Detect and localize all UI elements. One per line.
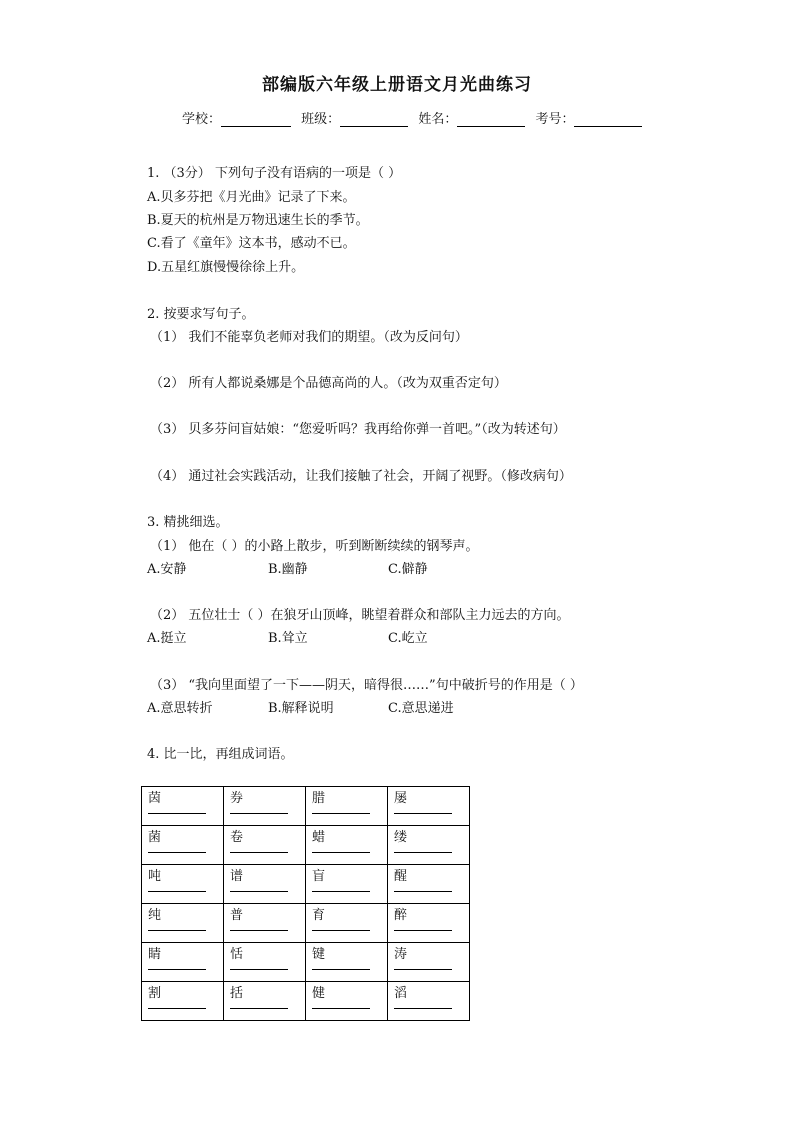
q2-stem: 2. 按要求写句子。: [147, 307, 255, 322]
grid-character: 健: [312, 986, 326, 1001]
q1-stem: 1. （3分） 下列句子没有语病的一项是（ ）: [147, 166, 402, 181]
answer-blank[interactable]: [312, 891, 370, 892]
q3-sub2-option-a: A.挺立: [147, 631, 187, 646]
answer-blank[interactable]: [394, 930, 452, 931]
q3-sub1-option-b: B.幽静: [268, 562, 308, 577]
grid-character: 键: [312, 947, 326, 962]
grid-character: 屡: [394, 791, 408, 806]
grid-cell: [388, 787, 470, 826]
name-label: 姓名：: [418, 112, 458, 127]
q2-item-4: （4） 通过社会实践活动，让我们接触了社会，开阔了视野。（修改病句）: [150, 469, 572, 484]
grid-character: 育: [312, 908, 326, 923]
grid-character: 券: [230, 791, 244, 806]
grid-cell: [306, 787, 388, 826]
q2-item-1: （1） 我们不能辜负老师对我们的期望。（改为反问句）: [150, 330, 468, 345]
q3-sub3-option-c: C.意思递进: [388, 701, 454, 716]
q3-sub2-option-c: C.屹立: [388, 631, 428, 646]
grid-cell: [306, 826, 388, 865]
answer-blank[interactable]: [394, 969, 452, 970]
q3-sub1-text: （1） 他在（ ）的小路上散步，听到断断续续的钢琴声。: [150, 539, 479, 554]
grid-row: [142, 787, 470, 826]
student-info-line: [182, 108, 648, 127]
school-label: 学校：: [182, 112, 222, 127]
grid-cell: [142, 787, 224, 826]
answer-blank[interactable]: [230, 930, 288, 931]
grid-row: [142, 865, 470, 904]
answer-blank[interactable]: [312, 1008, 370, 1009]
grid-cell: [142, 826, 224, 865]
grid-character: 吨: [148, 869, 162, 884]
answer-blank[interactable]: [312, 813, 370, 814]
grid-row: [142, 826, 470, 865]
grid-cell: [388, 904, 470, 943]
answer-blank[interactable]: [230, 891, 288, 892]
grid-cell: [306, 982, 388, 1021]
grid-character: 蜡: [312, 830, 326, 845]
grid-cell: [142, 904, 224, 943]
answer-blank[interactable]: [148, 852, 206, 853]
answer-blank[interactable]: [394, 1008, 452, 1009]
q1-option-c: C.看了《童年》这本书，感动不已。: [147, 236, 356, 251]
q3-sub2-option-b: B.耸立: [268, 631, 308, 646]
grid-cell: [306, 865, 388, 904]
grid-cell: [388, 865, 470, 904]
name-blank[interactable]: [457, 112, 525, 127]
character-grid: [141, 786, 470, 1021]
grid-cell: [142, 943, 224, 982]
grid-character: 茵: [148, 791, 162, 806]
grid-character: 盲: [312, 869, 326, 884]
number-blank[interactable]: [574, 112, 642, 127]
grid-character: 普: [230, 908, 244, 923]
grid-cell: [388, 826, 470, 865]
answer-blank[interactable]: [230, 852, 288, 853]
grid-character: 滔: [394, 986, 408, 1001]
grid-character: 涛: [394, 947, 408, 962]
answer-blank[interactable]: [394, 891, 452, 892]
q3-sub1-option-a: A.安静: [147, 562, 187, 577]
grid-cell: [388, 982, 470, 1021]
answer-blank[interactable]: [148, 891, 206, 892]
grid-character: 割: [148, 986, 162, 1001]
answer-blank[interactable]: [312, 969, 370, 970]
answer-blank[interactable]: [312, 852, 370, 853]
grid-character: 缕: [394, 830, 408, 845]
q1-option-d: D.五星红旗慢慢徐徐上升。: [147, 260, 305, 275]
q2-item-3: （3） 贝多芬问盲姑娘：“您爱听吗？我再给你弹一首吧。”（改为转述句）: [150, 422, 566, 437]
answer-blank[interactable]: [230, 1008, 288, 1009]
page-title: 部编版六年级上册语文月光曲练习: [262, 75, 532, 95]
q3-sub2-text: （2） 五位壮士（ ）在狼牙山顶峰，眺望着群众和部队主力远去的方向。: [150, 608, 570, 623]
answer-blank[interactable]: [394, 813, 452, 814]
grid-cell: [224, 904, 306, 943]
answer-blank[interactable]: [394, 852, 452, 853]
grid-cell: [142, 865, 224, 904]
class-blank[interactable]: [340, 112, 408, 127]
q3-sub3-text: （3） “我向里面望了一下——阴天，暗得很……”句中破折号的作用是（ ）: [150, 678, 583, 693]
grid-cell: [306, 904, 388, 943]
grid-character: 睛: [148, 947, 162, 962]
answer-blank[interactable]: [148, 813, 206, 814]
q4-stem: 4. 比一比，再组成词语。: [147, 747, 294, 762]
q3-sub3-option-b: B.解释说明: [268, 701, 334, 716]
grid-character: 醉: [394, 908, 408, 923]
grid-cell: [388, 943, 470, 982]
grid-cell: [224, 865, 306, 904]
grid-cell: [306, 943, 388, 982]
grid-row: [142, 982, 470, 1021]
q1-option-a: A.贝多芬把《月光曲》记录了下来。: [147, 190, 356, 205]
grid-character: 腊: [312, 791, 326, 806]
q1-option-b: B.夏天的杭州是万物迅速生长的季节。: [147, 213, 369, 228]
grid-character: 谱: [230, 869, 244, 884]
class-label: 班级：: [301, 112, 341, 127]
grid-cell: [224, 982, 306, 1021]
q3-sub1-option-c: C.僻静: [388, 562, 428, 577]
grid-cell: [142, 982, 224, 1021]
answer-blank[interactable]: [312, 930, 370, 931]
grid-character: 卷: [230, 830, 244, 845]
grid-cell: [224, 826, 306, 865]
grid-character: 括: [230, 986, 244, 1001]
grid-row: [142, 943, 470, 982]
grid-character: 醒: [394, 869, 408, 884]
grid-cell: [224, 787, 306, 826]
q3-sub3-option-a: A.意思转折: [147, 701, 213, 716]
answer-blank[interactable]: [148, 930, 206, 931]
answer-blank[interactable]: [230, 969, 288, 970]
answer-blank[interactable]: [148, 1008, 206, 1009]
q2-item-2: （2） 所有人都说桑娜是个品德高尚的人。（改为双重否定句）: [150, 376, 507, 391]
grid-character: 纯: [148, 908, 162, 923]
number-label: 考号：: [535, 112, 575, 127]
answer-blank[interactable]: [230, 813, 288, 814]
q3-stem: 3. 精挑细选。: [147, 515, 229, 530]
answer-blank[interactable]: [148, 969, 206, 970]
grid-row: [142, 904, 470, 943]
school-blank[interactable]: [221, 112, 291, 127]
grid-character: 恬: [230, 947, 244, 962]
grid-character: 菌: [148, 830, 162, 845]
grid-cell: [224, 943, 306, 982]
